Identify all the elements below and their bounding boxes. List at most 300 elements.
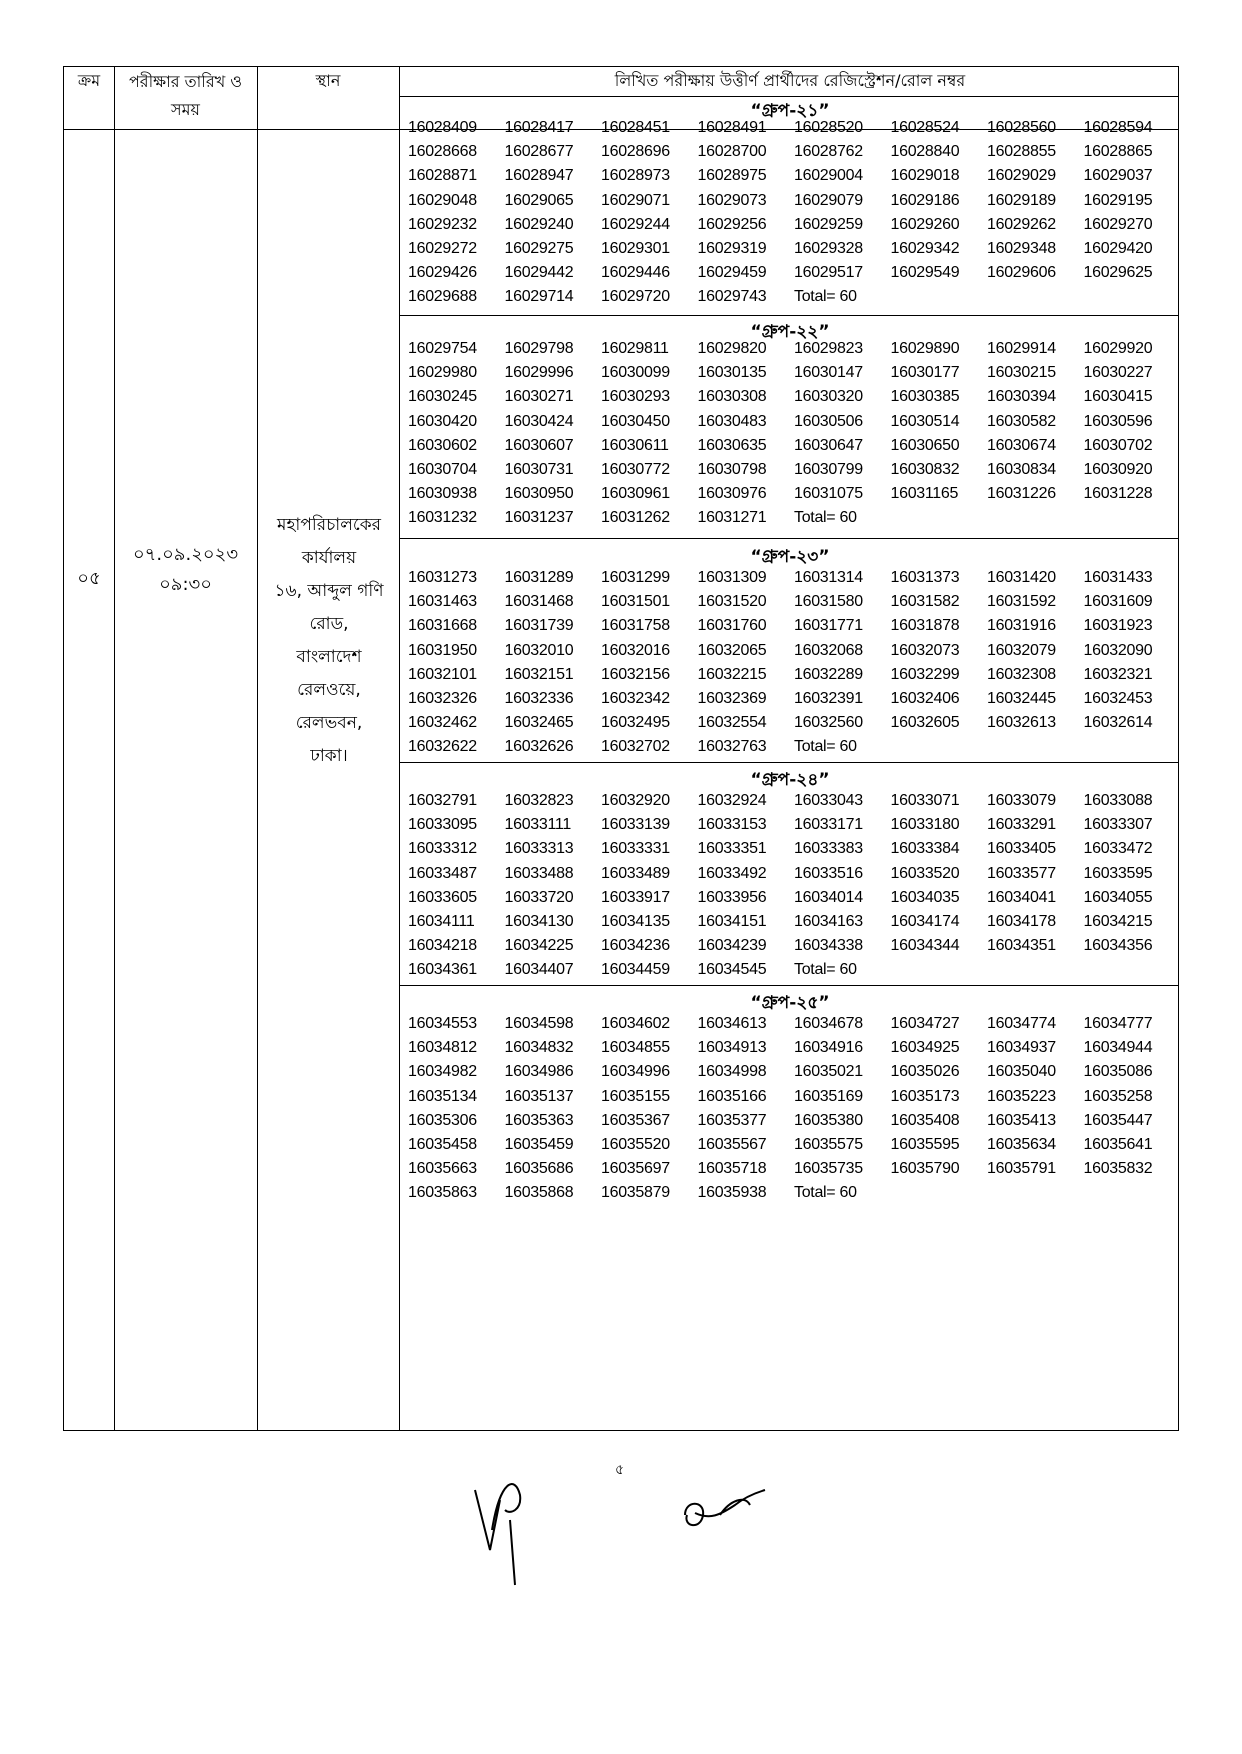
roll-number: 16030177 [890,364,960,382]
roll-number: 16029048 [408,191,477,209]
roll-number: 16029890 [890,340,960,357]
roll-number: 16035134 [408,1087,477,1105]
roll-number: 16035567 [697,1135,767,1153]
group-total: Total= 60 [794,1184,857,1202]
roll-number: 16028409 [408,119,477,136]
roll-number: 16028560 [987,119,1056,136]
roll-number: 16035408 [890,1111,960,1129]
roll-number: 16029079 [794,191,863,209]
roll-number: 16034351 [987,937,1056,955]
roll-number: 16035735 [794,1160,863,1178]
roll-number: 16034832 [504,1039,574,1057]
roll-number: 16028520 [794,119,863,136]
place-line: ঢাকা। [310,746,348,766]
roll-number: 16029606 [987,264,1056,282]
roll-number: 16029065 [504,191,574,209]
roll-number: 16032626 [504,738,574,756]
group-divider [399,762,1178,763]
group-title: “গ্রুপ-২২” [750,322,830,342]
page-number: ৫ [615,1462,625,1478]
roll-number: 16034913 [697,1039,767,1057]
roll-number: 16031950 [408,641,477,659]
column-divider [257,67,258,1430]
roll-number: 16032702 [601,738,670,756]
roll-number: 16032016 [601,641,670,659]
roll-number: 16035663 [408,1160,477,1178]
roll-number: 16035575 [794,1135,863,1153]
roll-number: 16035520 [601,1135,670,1153]
roll-number: 16032369 [697,689,767,707]
roll-number: 16029754 [408,340,477,357]
roll-number: 16031262 [601,509,670,527]
roll-number: 16028668 [408,143,477,161]
roll-number: 16031226 [987,485,1056,503]
group-divider [399,315,1178,316]
roll-number: 16033383 [794,840,863,858]
roll-number: 16031916 [987,617,1056,635]
roll-number: 16030308 [697,388,767,406]
roll-number: 16035595 [890,1135,960,1153]
roll-number: 16029342 [890,239,960,257]
roll-number: 16033088 [1083,792,1153,809]
place-line: মহাপরিচালকের [277,515,381,535]
roll-number: 16030271 [504,388,574,406]
roll-number: 16031165 [890,485,959,503]
roll-number: 16031923 [1083,617,1153,635]
roll-number: 16034998 [697,1063,767,1081]
signature-2 [675,1485,775,1545]
roll-number: 16035137 [504,1087,574,1105]
roll-number: 16035169 [794,1087,863,1105]
roll-number: 16032791 [408,792,477,809]
roll-number: 16034356 [1083,937,1153,955]
roll-number: 16034218 [408,937,477,955]
roll-number: 16031468 [504,593,574,611]
roll-number: 16034937 [987,1039,1056,1057]
roll-number: 16029262 [987,215,1056,233]
roll-number: 16033351 [697,840,767,858]
roll-number: 16035173 [890,1087,960,1105]
roll-grid [408,792,1178,986]
roll-number: 16029446 [601,264,670,282]
roll-number: 16031580 [794,593,863,611]
roll-number: 16029275 [504,239,574,257]
roll-number: 16031760 [697,617,767,635]
roll-number: 16029244 [601,215,670,233]
roll-number: 16030424 [504,412,574,430]
roll-number: 16029301 [601,239,670,257]
roll-number: 16030099 [601,364,670,382]
roll-number: 16032079 [987,641,1056,659]
roll-number: 16034855 [601,1039,670,1057]
roll-number: 16035791 [987,1160,1056,1178]
place-line: রেলওয়ে, [297,680,361,700]
group-total: Total= 60 [794,509,857,527]
roll-number: 16031520 [697,593,767,611]
roll-number: 16031771 [794,617,863,635]
roll-number: 16033071 [890,792,960,809]
roll-number: 16035697 [601,1160,670,1178]
roll-number: 16030635 [697,436,767,454]
place-line: রেলভবন, [295,713,363,733]
roll-number: 16035258 [1083,1087,1153,1105]
roll-number: 16028677 [504,143,574,161]
roll-number: 16029195 [1083,191,1153,209]
roll-number: 16034598 [504,1015,574,1032]
roll-number: 16033312 [408,840,477,858]
roll-number: 16034135 [601,912,670,930]
roll-number: 16034236 [601,937,670,955]
roll-number: 16032924 [697,792,767,809]
roll-number: 16029420 [1083,239,1153,257]
roll-number: 16033171 [794,816,863,834]
roll-number: 16030483 [697,412,767,430]
roll-number: 16034613 [697,1015,767,1032]
roll-number: 16030420 [408,412,477,430]
roll-number: 16035641 [1083,1135,1153,1153]
roll-number: 16032823 [504,792,574,809]
roll-number: 16029743 [697,288,767,306]
roll-number: 16028417 [504,119,574,136]
roll-number: 16029914 [987,340,1056,357]
roll-number: 16028855 [987,143,1056,161]
serial-value: ০৫ [77,568,101,589]
roll-number: 16030245 [408,388,477,406]
roll-number: 16028871 [408,167,477,185]
roll-header: লিখিত পরীক্ষায় উত্তীর্ণ প্রার্থীদের রেজিস্ট্রেশন/রোল নম্বর [614,71,966,90]
roll-number: 16030799 [794,460,863,478]
roll-number: 16031228 [1083,485,1153,503]
roll-number: 16031314 [794,569,863,586]
roll-number: 16030938 [408,485,477,503]
roll-number: 16029625 [1083,264,1153,282]
place-line: কার্যালয় [301,548,357,568]
roll-number: 16034035 [890,888,960,906]
roll-number: 16034812 [408,1039,477,1057]
roll-number: 16029260 [890,215,960,233]
roll-number: 16034545 [697,961,767,979]
roll-number: 16030607 [504,436,574,454]
column-divider [114,67,115,1430]
roll-number: 16031609 [1083,593,1153,611]
roll-number: 16032622 [408,738,477,756]
roll-number: 16030798 [697,460,767,478]
roll-number: 16034163 [794,912,863,930]
roll-number: 16032613 [987,714,1056,732]
roll-number: 16031668 [408,617,477,635]
roll-number: 16029256 [697,215,767,233]
roll-number: 16035634 [987,1135,1056,1153]
roll-number: 16028947 [504,167,574,185]
roll-number: 16033520 [890,864,960,882]
roll-number: 16033307 [1083,816,1153,834]
roll-number: 16035863 [408,1184,477,1202]
roll-number: 16033180 [890,816,960,834]
roll-number: 16035367 [601,1111,670,1129]
roll-number: 16034178 [987,912,1056,930]
roll-number: 16032156 [601,665,670,683]
roll-number: 16030731 [504,460,574,478]
roll-number: 16035155 [601,1087,670,1105]
roll-number: 16033291 [987,816,1056,834]
roll-number: 16030834 [987,460,1056,478]
roll-number: 16029720 [601,288,670,306]
roll-number: 16033489 [601,864,670,882]
roll-number: 16030385 [890,388,960,406]
roll-number: 16033043 [794,792,863,809]
roll-number: 16030135 [697,364,767,382]
roll-number: 16031463 [408,593,477,611]
group-title: “গ্রুপ-২১” [750,101,830,121]
roll-number: 16035879 [601,1184,670,1202]
roll-number: 16035377 [697,1111,767,1129]
roll-number: 16031501 [601,593,670,611]
roll-number: 16031271 [697,509,767,527]
roll-number: 16032299 [890,665,960,683]
roll-number: 16029018 [890,167,960,185]
roll-number: 16029270 [1083,215,1153,233]
roll-number: 16034361 [408,961,477,979]
roll-number: 16030920 [1083,460,1153,478]
roll-number: 16035306 [408,1111,477,1129]
result-table [63,66,1179,1431]
roll-number: 16035832 [1083,1160,1153,1178]
roll-number: 16034459 [601,961,670,979]
roll-number: 16034602 [601,1015,670,1032]
roll-number: 16032321 [1083,665,1153,683]
roll-number: 16030650 [890,436,960,454]
roll-number: 16029319 [697,239,767,257]
roll-number: 16035686 [504,1160,574,1178]
roll-number: 16031289 [504,569,574,586]
roll-number: 16033488 [504,864,574,882]
roll-number: 16032462 [408,714,477,732]
roll-number: 16029549 [890,264,960,282]
roll-number: 16032336 [504,689,574,707]
roll-number: 16032065 [697,641,767,659]
roll-number: 16033079 [987,792,1056,809]
roll-number: 16034041 [987,888,1056,906]
signature-1 [470,1470,570,1590]
roll-number: 16029823 [794,340,863,357]
roll-number: 16035021 [794,1063,863,1081]
roll-number: 16035718 [697,1160,767,1178]
roll-grid [408,119,1178,313]
roll-number: 16035223 [987,1087,1056,1105]
roll-number: 16028840 [890,143,960,161]
roll-number: 16031232 [408,509,477,527]
roll-number: 16029714 [504,288,574,306]
roll-number: 16029037 [1083,167,1153,185]
roll-number: 16032308 [987,665,1056,683]
group-total: Total= 60 [794,288,857,306]
roll-number: 16035086 [1083,1063,1153,1081]
place-line: বাংলাদেশ [296,647,362,667]
roll-number: 16031739 [504,617,574,635]
roll-number: 16030832 [890,460,960,478]
roll-number: 16034174 [890,912,960,930]
roll-number: 16034996 [601,1063,670,1081]
roll-number: 16034553 [408,1015,477,1032]
roll-number: 16028594 [1083,119,1153,136]
roll-number: 16032073 [890,641,960,659]
roll-number: 16031592 [987,593,1056,611]
roll-number: 16030596 [1083,412,1153,430]
roll-grid [408,340,1178,534]
roll-number: 16034130 [504,912,574,930]
group-title: “গ্রুপ-২৪” [750,770,830,790]
roll-number: 16034678 [794,1015,863,1032]
roll-number: 16029004 [794,167,863,185]
roll-number: 16033605 [408,888,477,906]
roll-number: 16035363 [504,1111,574,1129]
roll-grid [408,1015,1178,1209]
roll-number: 16032495 [601,714,670,732]
roll-number: 16029920 [1083,340,1153,357]
roll-number: 16032605 [890,714,960,732]
roll-number: 16029517 [794,264,863,282]
roll-number: 16034338 [794,937,863,955]
roll-number: 16033487 [408,864,477,882]
roll-number: 16035413 [987,1111,1056,1129]
roll-number: 16031309 [697,569,767,586]
date-time-header: পরীক্ষার তারিখ ও সময় [128,72,243,119]
roll-number: 16035938 [697,1184,767,1202]
roll-number: 16034344 [890,937,960,955]
roll-number: 16032101 [408,665,477,683]
roll-number: 16030450 [601,412,670,430]
group-divider [399,538,1178,539]
roll-number: 16034239 [697,937,767,955]
roll-number: 16031878 [890,617,960,635]
roll-number: 16033111 [504,816,571,834]
roll-number: 16030647 [794,436,863,454]
roll-number: 16030772 [601,460,670,478]
roll-number: 16033595 [1083,864,1153,882]
roll-number: 16032554 [697,714,767,732]
roll-number: 16030293 [601,388,670,406]
roll-number: 16028865 [1083,143,1153,161]
roll-number: 16029259 [794,215,863,233]
roll-number: 16030514 [890,412,960,430]
roll-number: 16035447 [1083,1111,1153,1129]
roll-number: 16035459 [504,1135,574,1153]
roll-number: 16030976 [697,485,767,503]
roll-number: 16032289 [794,665,863,683]
roll-number: 16030415 [1083,388,1153,406]
roll-number: 16031237 [504,509,574,527]
roll-number: 16034111 [408,912,475,930]
roll-number: 16030227 [1083,364,1153,382]
roll-number: 16031075 [794,485,863,503]
roll-number: 16033405 [987,840,1056,858]
roll-number: 16028762 [794,143,863,161]
roll-number: 16035380 [794,1111,863,1129]
roll-number: 16028973 [601,167,670,185]
roll-number: 16032465 [504,714,574,732]
roll-number: 16033313 [504,840,574,858]
roll-number: 16033153 [697,816,767,834]
roll-number: 16029820 [697,340,767,357]
roll-number: 16030215 [987,364,1056,382]
roll-number: 16030582 [987,412,1056,430]
roll-number: 16029328 [794,239,863,257]
roll-number: 16032614 [1083,714,1153,732]
place-header: স্থান [315,71,341,90]
roll-number: 16034982 [408,1063,477,1081]
roll-header-divider [399,96,1178,97]
roll-number: 16035868 [504,1184,574,1202]
roll-number: 16034774 [987,1015,1056,1032]
roll-number: 16029186 [890,191,960,209]
roll-number: 16032342 [601,689,670,707]
roll-number: 16032151 [504,665,574,683]
roll-number: 16028524 [890,119,960,136]
roll-number: 16029426 [408,264,477,282]
roll-number: 16034151 [697,912,767,930]
roll-number: 16030147 [794,364,863,382]
roll-number: 16033577 [987,864,1056,882]
exam-time: ০৯:৩০ [159,574,212,595]
roll-number: 16034407 [504,961,574,979]
roll-number: 16029348 [987,239,1056,257]
roll-number: 16033139 [601,816,670,834]
roll-number: 16032391 [794,689,863,707]
roll-number: 16035166 [697,1087,767,1105]
roll-number: 16030950 [504,485,574,503]
roll-number: 16035790 [890,1160,960,1178]
roll-number: 16028451 [601,119,670,136]
roll-number: 16032010 [504,641,574,659]
roll-grid [408,569,1178,763]
roll-number: 16033956 [697,888,767,906]
roll-number: 16029459 [697,264,767,282]
roll-number: 16029240 [504,215,574,233]
roll-number: 16032215 [697,665,767,683]
roll-number: 16032920 [601,792,670,809]
roll-number: 16034215 [1083,912,1153,930]
roll-number: 16031433 [1083,569,1153,586]
roll-number: 16029232 [408,215,477,233]
roll-number: 16030674 [987,436,1056,454]
exam-place [259,509,399,773]
roll-number: 16034225 [504,937,574,955]
group-divider [399,985,1178,986]
roll-number: 16028975 [697,167,767,185]
roll-number: 16030704 [408,460,477,478]
roll-number: 16029029 [987,167,1056,185]
exam-date: ০৭.০৯.২০২৩ [132,544,239,565]
roll-number: 16034925 [890,1039,960,1057]
place-line: ১৬, আব্দুল গণি [274,581,384,601]
roll-number: 16030961 [601,485,670,503]
roll-number: 16034014 [794,888,863,906]
roll-number: 16029798 [504,340,574,357]
roll-number: 16032453 [1083,689,1153,707]
roll-number: 16034727 [890,1015,960,1032]
roll-number: 16032560 [794,714,863,732]
roll-number: 16034986 [504,1063,574,1081]
group-total: Total= 60 [794,738,857,756]
roll-number: 16031420 [987,569,1056,586]
roll-number: 16030394 [987,388,1056,406]
roll-number: 16028696 [601,143,670,161]
roll-number: 16032090 [1083,641,1153,659]
roll-number: 16029811 [601,340,669,357]
roll-number: 16032445 [987,689,1056,707]
roll-number: 16034777 [1083,1015,1153,1032]
roll-number: 16029996 [504,364,574,382]
